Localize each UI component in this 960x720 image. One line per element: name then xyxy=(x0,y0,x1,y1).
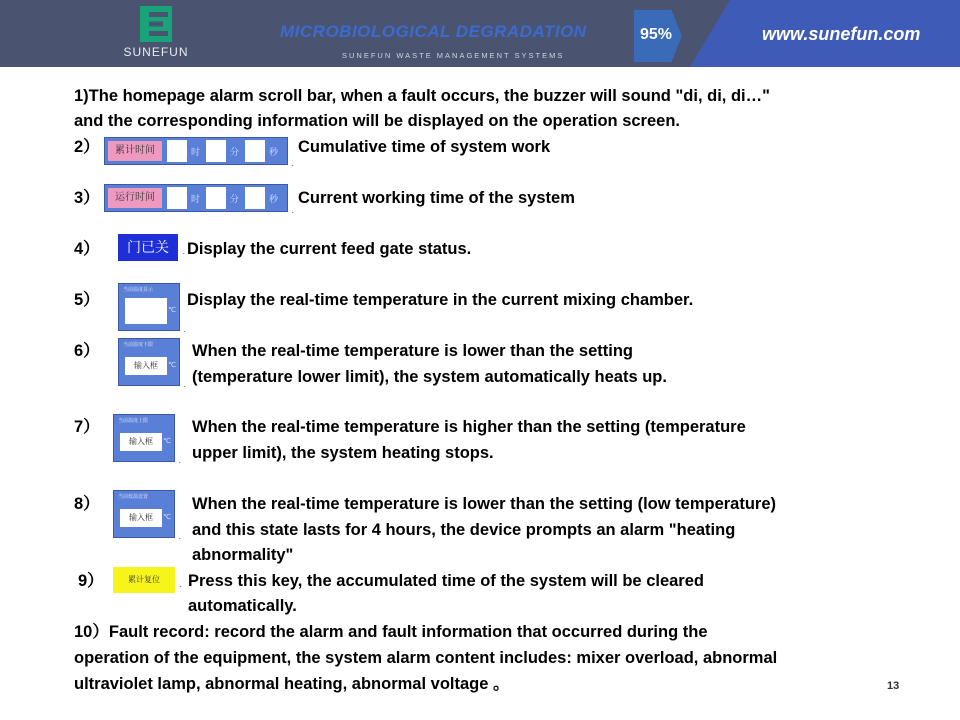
hours-unit: 时 xyxy=(191,194,201,204)
item-6-line-1: When the real-time temperature is lower than the setting xyxy=(192,342,633,360)
header-banner xyxy=(0,0,960,67)
upper-limit-input[interactable]: 输入框 xyxy=(120,433,162,451)
item-9-line-2: automatically. xyxy=(188,597,297,615)
item-10-line-2: operation of the equipment, the system alarm content includes: mixer overload, abnormal xyxy=(74,649,778,667)
low-temperature-input[interactable]: 输入框 xyxy=(120,509,162,527)
cumulative-time-label: 累计时间 xyxy=(108,141,162,161)
item-4-text: Display the current feed gate status. xyxy=(187,240,472,258)
item-1-line-2: and the corresponding information will be displayed on the operation screen. xyxy=(74,112,680,130)
item-8-line-3: abnormality" xyxy=(192,546,294,564)
hours-box xyxy=(167,187,187,209)
door-status-indicator: 门已关 . xyxy=(118,234,178,261)
item-8-number: 8） xyxy=(74,495,100,513)
seconds-unit: 秒 xyxy=(269,147,279,157)
item-10-line-3: ultraviolet lamp, abnormal heating, abnormal voltage 。 xyxy=(74,675,510,693)
running-time-widget: 运行时间 时 分 秒 . xyxy=(104,184,288,212)
item-5-text: Display the real-time temperature in the current mixing chamber. xyxy=(187,291,694,309)
hours-unit: 时 xyxy=(191,147,201,157)
header-title: MICROBIOLOGICAL DEGRADATION xyxy=(280,22,587,41)
percent-text: 95% xyxy=(640,26,673,43)
door-status-label: 门已关 xyxy=(127,239,169,255)
reset-button-label: 累计复位 xyxy=(128,575,160,584)
temperature-display-field xyxy=(125,298,167,324)
logo-text: SUNEFUN xyxy=(123,45,189,59)
hours-box xyxy=(167,140,187,162)
item-1-line-1: 1)The homepage alarm scroll bar, when a fault occurs, the buzzer will sound "di, di, di…" xyxy=(74,87,770,105)
item-2-text: Cumulative time of system work xyxy=(298,138,551,156)
item-8-line-1: When the real-time temperature is lower than the setting (low temperature) xyxy=(192,495,777,513)
temperature-display-panel: 当前温度显示 ℃ . xyxy=(118,283,180,331)
header-subtitle: SUNEFUN WASTE MANAGEMENT SYSTEMS xyxy=(342,51,565,60)
reset-accumulated-time-button[interactable]: 累计复位 . xyxy=(113,567,175,593)
minutes-unit: 分 xyxy=(230,194,240,204)
item-9-number: 9） xyxy=(78,572,104,590)
item-2-number: 2） xyxy=(74,138,100,156)
item-9-line-1: Press this key, the accumulated time of the system will be cleared xyxy=(188,572,704,590)
minutes-unit: 分 xyxy=(230,147,240,157)
running-time-label: 运行时间 xyxy=(108,188,162,208)
item-7-number: 7） xyxy=(74,418,100,436)
item-5-number: 5） xyxy=(74,291,100,309)
seconds-box xyxy=(245,140,265,162)
seconds-unit: 秒 xyxy=(269,194,279,204)
item-6-number: 6） xyxy=(74,342,100,360)
low-temperature-setting-panel: 当前低温设置 输入框 ℃ . xyxy=(113,490,175,538)
seconds-box xyxy=(245,187,265,209)
item-7-line-1: When the real-time temperature is higher than the setting (temperature xyxy=(192,418,746,436)
temperature-upper-limit-panel: 当前温度上限 输入框 ℃ . xyxy=(113,414,175,462)
website-link[interactable]: www.sunefun.com xyxy=(762,24,921,44)
sunefun-logo-icon xyxy=(140,6,172,42)
item-3-text: Current working time of the system xyxy=(298,189,575,207)
lower-limit-input[interactable]: 输入框 xyxy=(125,357,167,375)
item-6-line-2: (temperature lower limit), the system automatically heats up. xyxy=(192,368,667,386)
page-number: 13 xyxy=(887,680,900,692)
item-4-number: 4） xyxy=(74,240,100,258)
item-8-line-2: and this state lasts for 4 hours, the device prompts an alarm "heating xyxy=(192,521,736,539)
minutes-box xyxy=(206,140,226,162)
temperature-lower-limit-panel: 当前温度下限 输入框 ℃ . xyxy=(118,338,180,386)
item-3-number: 3） xyxy=(74,189,100,207)
minutes-box xyxy=(206,187,226,209)
cumulative-time-widget: 累计时间 时 分 秒 . xyxy=(104,137,288,165)
item-10-line-1: 10）Fault record: record the alarm and fault information that occurred during the xyxy=(74,623,708,641)
item-7-line-2: upper limit), the system heating stops. xyxy=(192,444,494,462)
